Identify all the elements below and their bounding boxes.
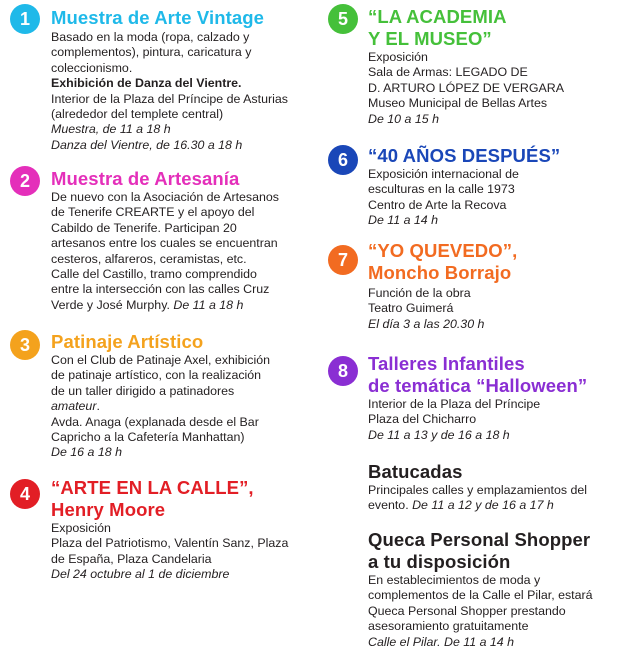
- event-3-title: Patinaje Artístico: [51, 331, 204, 352]
- event-1-schedule: Muestra, de 11 a 18 h: [51, 122, 171, 137]
- event-7-schedule: El día 3 a las 20.30 h: [368, 316, 485, 331]
- event-3-schedule: De 16 a 18 h: [51, 445, 122, 460]
- badge-4: 4: [10, 479, 40, 509]
- event-7-desc: Función de la obra: [368, 286, 471, 300]
- event-5-schedule: De 10 a 15 h: [368, 111, 439, 126]
- batucadas-title: Batucadas: [368, 461, 463, 482]
- event-2-schedule: De 11 a 18 h: [173, 297, 244, 312]
- event-2-desc: De nuevo con la Asociación de Artesanos: [51, 190, 279, 204]
- badge-7: 7: [328, 245, 358, 275]
- badge-2: 2: [10, 166, 40, 196]
- event-2-place: Calle del Castillo, tramo comprendido: [51, 267, 257, 282]
- badge-6: 6: [328, 145, 358, 175]
- event-8-desc: Interior de la Plaza del Príncipe: [368, 397, 541, 411]
- queca-desc: En establecimientos de moda y: [368, 573, 541, 587]
- event-3-desc: Con el Club de Patinaje Axel, exhibición: [51, 353, 271, 367]
- badge-3: 3: [10, 330, 40, 360]
- event-1-highlight: Exhibición de Danza del Vientre.: [51, 76, 242, 91]
- event-3-place: Avda. Anaga (explanada desde el Bar: [51, 414, 259, 429]
- event-6-schedule: De 11 a 14 h: [368, 213, 439, 228]
- event-7-title: “YO QUEVEDO”,: [368, 240, 518, 261]
- event-5-kind: Exposición: [368, 50, 428, 64]
- event-4-schedule: Del 24 octubre al 1 de diciembre: [51, 567, 230, 582]
- event-4-place: Plaza del Patriotismo, Valentín Sanz, Plaza: [51, 536, 289, 551]
- queca-place: Calle el Pilar.: [368, 634, 441, 649]
- queca-schedule: De 11 a 14 h: [444, 634, 515, 649]
- batucadas-desc: Principales calles y emplazamientos del: [368, 483, 588, 497]
- event-1-desc: Basado en la moda (ropa, calzado y: [51, 30, 250, 44]
- event-4-kind: Exposición: [51, 521, 111, 535]
- event-6-desc: Exposición internacional de: [368, 167, 519, 181]
- queca-title: Queca Personal Shopper: [368, 529, 591, 550]
- badge-1: 1: [10, 4, 40, 34]
- event-1-place: Interior de la Plaza del Príncipe de Asturias: [51, 91, 288, 106]
- event-5-desc: Sala de Armas: LEGADO DE: [368, 65, 528, 80]
- batucadas-schedule: De 11 a 12 y de 16 a 17 h: [412, 498, 554, 513]
- badge-5: 5: [328, 4, 358, 34]
- event-8-schedule: De 11 a 13 y de 16 a 18 h: [368, 427, 510, 442]
- event-6-title: “40 AÑOS DESPUÉS”: [368, 145, 561, 166]
- event-8-title: Talleres Infantiles: [368, 353, 525, 374]
- event-2-title: Muestra de Artesanía: [51, 168, 240, 189]
- event-5-title: “LA ACADEMIA: [368, 6, 507, 27]
- badge-8: 8: [328, 356, 358, 386]
- event-1-title: Muestra de Arte Vintage: [51, 7, 265, 28]
- event-4-title: “ARTE EN LA CALLE”,: [51, 477, 254, 498]
